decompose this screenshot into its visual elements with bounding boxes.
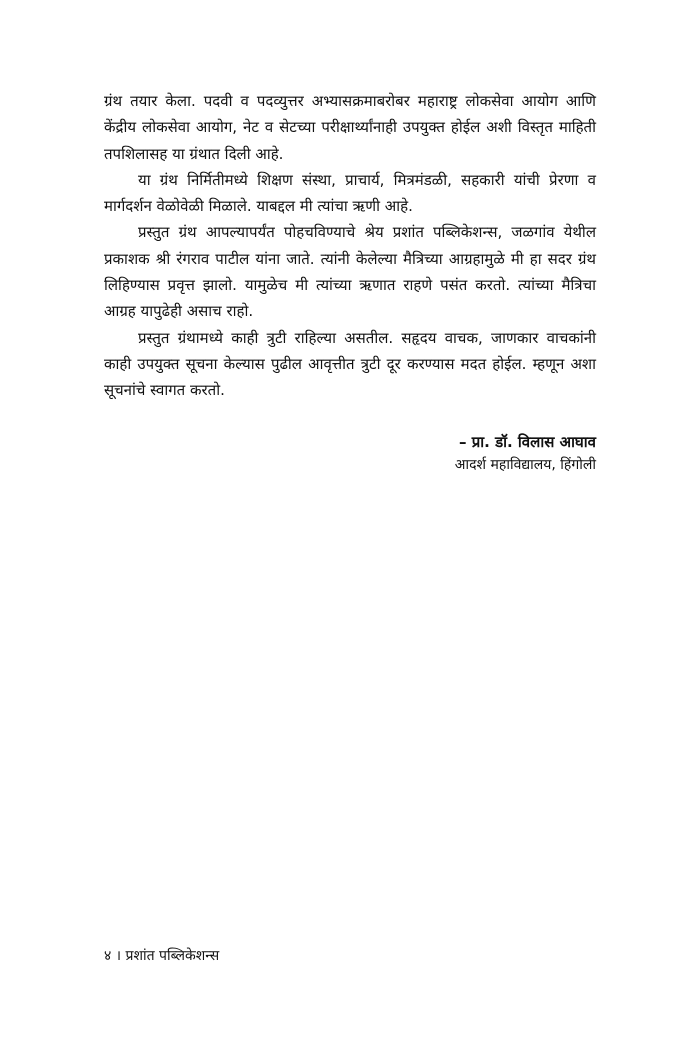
page-footer: ४ । प्रशांत पब्लिकेशन्स: [104, 948, 220, 964]
paragraph-continuation: ग्रंथ तयार केला. पदवी व पदव्युत्तर अभ्यासक्रमाबरोबर महाराष्ट्र लोकसेवा आयोग आणि केंद्रीय लोकसेवा आयोग, नेट व सेटच्या परीक्षार्थ्यांनाही उपयुक्त होईल अशी विस्तृत माहिती तपशिलासह या ग्रंथात दिली आहे.: [104, 92, 596, 163]
author-affiliation: आदर्श महाविद्यालय, हिंगोली: [454, 457, 596, 473]
author-name: – प्रा. डॉ. विलास आघाव: [459, 433, 596, 451]
body-text: [104, 88, 596, 404]
paragraph-feedback: प्रस्तुत ग्रंथामध्ये काही त्रुटी राहिल्या असतील. सहृदय वाचक, जाणकार वाचकांनी काही उपयुक्त सूचना केल्यास पुढील आवृत्तीत त्रुटी दूर करण्यास मदत होईल. म्हणून अशा सूचनांचे स्वागत करतो.: [104, 328, 596, 400]
signature-block: [455, 430, 596, 476]
paragraph-acknowledgement: या ग्रंथ निर्मितीमध्ये शिक्षण संस्था, प्राचार्य, मित्रमंडळी, सहकारी यांची प्रेरणा व मार्गदर्शन वेळोवेळी मिळाले. याबद्दल मी त्यांचा ऋणी आहे.: [104, 170, 596, 216]
paragraph-publisher-thanks: प्रस्तुत ग्रंथ आपल्यापर्यंत पोहचविण्याचे श्रेय प्रशांत पब्लिकेशन्स, जळगांव येथील प्रकाशक श्री रंगराव पाटील यांना जाते. त्यांनी केलेल्या मैत्रिच्या आग्रहामुळे मी हा सदर ग्रंथ लिहिण्यास प्रवृत्त झालो. यामुळेच मी त्यांच्या ऋणात राहणे पसंत करतो. त्यांच्या मैत्रिचा आग्रह यापुढेही असाच राहो.: [104, 223, 596, 321]
